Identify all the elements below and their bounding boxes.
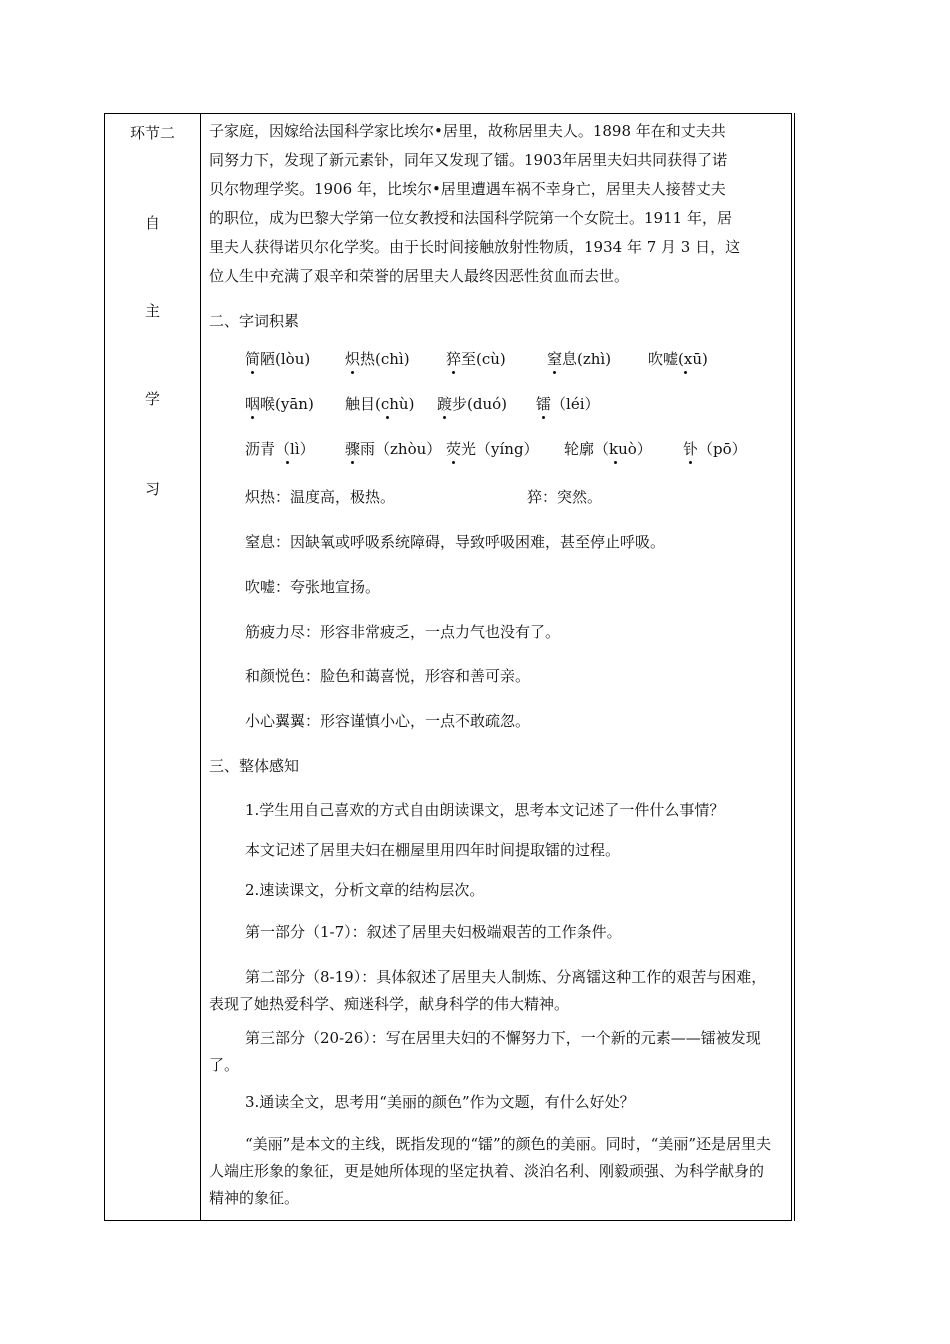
vocab-item: 猝至(cù) [446,350,506,368]
vocab-item: 简陋(lòu) [245,350,311,368]
structure-part: 第三部分（20-26）：写在居里夫妇的不懈努力下，一个新的元素——镭被发现了。 [209,1029,761,1074]
definition: 窒息：因缺氧或呼吸系统障碍，导致呼吸困难，甚至停止呼吸。 [245,533,666,551]
vocab-item: 骤雨（zhòu） [345,440,442,458]
vocab-heading: 二、字词积累 [209,312,300,330]
vocab-item: 炽热(chì) [345,350,410,368]
vocab-item: 触目(chù) [345,395,415,413]
vocab-item: 窒息(zhì) [547,350,612,368]
intro-line: 的职位，成为巴黎大学第一位女教授和法国科学院第一个女院士。1911 年，居 [209,209,732,227]
vocab-item: 沥青（lì） [245,440,315,458]
intro-line: 里夫人获得诺贝尔化学奖。由于长时间接触放射性物质，1934 年 7 月 3 日，这 [209,238,741,256]
vocab-item: 踱步(duó) [437,395,508,413]
content-column [209,114,777,1220]
structure-part: 第一部分（1-7）：叙述了居里夫妇极端艰苦的工作条件。 [245,923,622,941]
question: 2.速读课文，分析文章的结构层次。 [245,881,485,899]
intro-line: 位人生中充满了艰辛和荣誉的居里夫人最终因恶性贫血而去世。 [209,267,630,285]
definition: 和颜悦色：脸色和蔼喜悦，形容和善可亲。 [245,667,531,685]
vocab-item: 钋（pō） [683,440,747,458]
section-char-2: 主 [144,302,160,320]
section-label-column [105,114,200,1220]
definition: 筋疲力尽：形容非常疲乏，一点力气也没有了。 [245,623,561,641]
structure-part: 第二部分（8-19）：具体叙述了居里夫人制炼、分离镭这种工作的艰苦与困难，表现了她热爱科学、痴迷科学，献身科学的伟大精神。 [209,968,767,1013]
section-char-1: 自 [144,214,160,232]
answer: “美丽”是本文的主线，既指发现的“镭”的颜色的美丽。同时，“美丽”还是居里夫人端庄形象的象征，更是她所体现的坚定执着、淡泊名利、刚毅顽强、为科学献身的精神的象征。 [209,1135,772,1207]
section-char-3: 学 [144,390,160,408]
vocab-item: 荧光（yíng） [446,440,539,458]
vocab-item: 吹嘘(xū) [648,350,708,368]
definition: 小心翼翼：形容谨慎小心，一点不敢疏忽。 [245,712,531,730]
section-char-4: 习 [144,480,160,498]
answer: 本文记述了居里夫妇在棚屋里用四年时间提取镭的过程。 [245,841,621,859]
vocab-item: 轮廓（kuò） [564,440,652,458]
intro-line: 同努力下，发现了新元素钋，同年又发现了镭。1903年居里夫妇共同获得了诺 [209,151,728,169]
section-label: 环节二 [129,124,175,142]
question: 1.学生用自己喜欢的方式自由朗读课文，思考本文记述了一件什么事情？ [245,801,725,819]
vocab-item: 镭（léi） [536,395,600,413]
definition: 炽热：温度高，极热。 猝：突然。 [245,488,603,506]
overview-heading: 三、整体感知 [209,757,300,775]
lesson-table [104,113,792,1221]
vocab-item: 咽喉(yān) [245,395,314,413]
question: 3.通读全文，思考用“美丽的颜色”作为文题，有什么好处？ [245,1093,635,1111]
intro-line: 子家庭，因嫁给法国科学家比埃尔•居里，故称居里夫人。1898 年在和丈夫共 [209,122,726,140]
definition: 吹嘘：夸张地宣扬。 [245,578,381,596]
column-divider [200,114,201,1220]
intro-line: 贝尔物理学奖。1906 年，比埃尔•居里遭遇车祸不幸身亡，居里夫人接替丈夫 [209,180,726,198]
